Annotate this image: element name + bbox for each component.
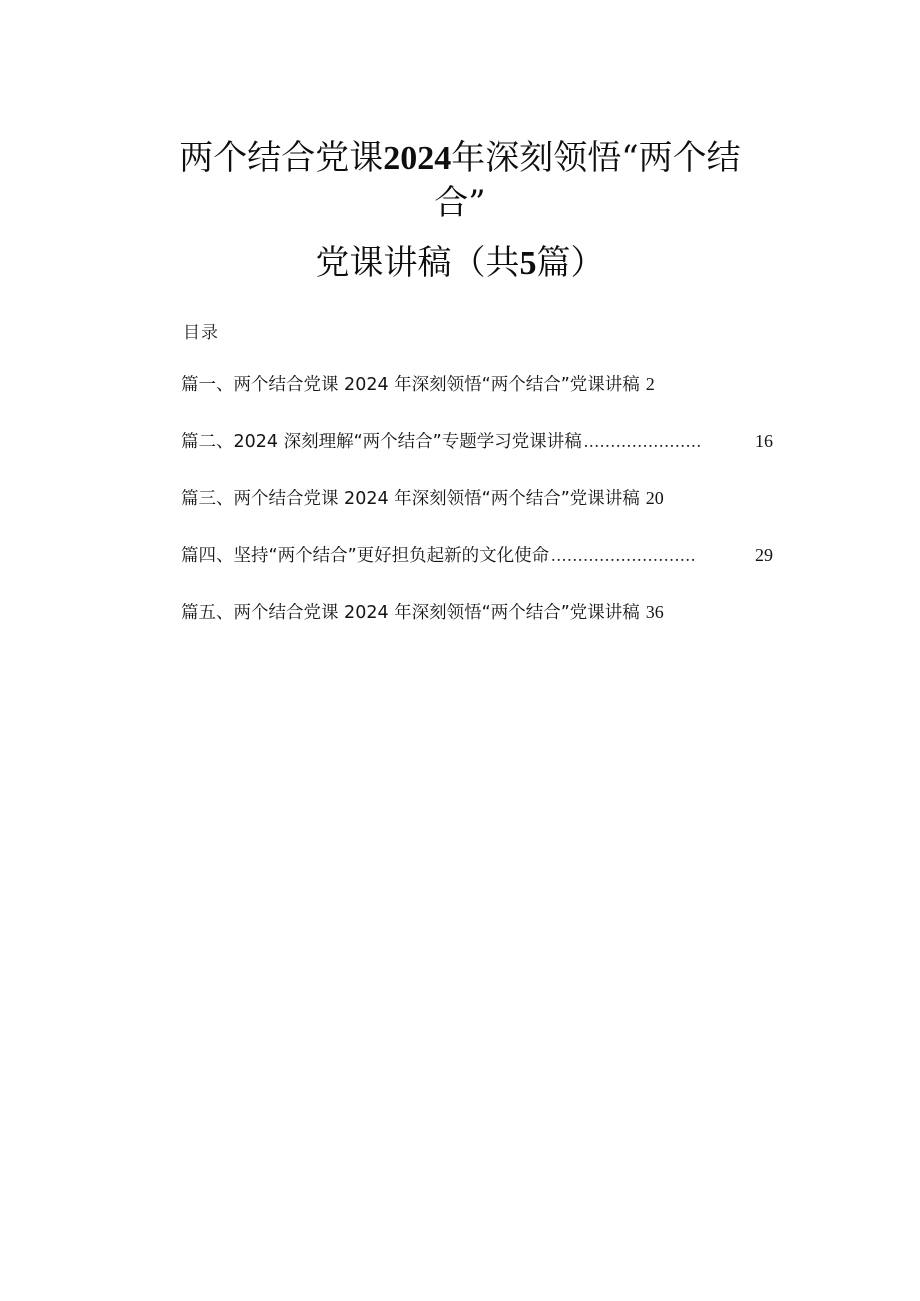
- title-line-1-part-a: 两个结合党课: [179, 138, 384, 178]
- title-year: 2024: [383, 140, 452, 177]
- table-of-contents: [181, 371, 773, 656]
- toc-item-page: 36: [645, 602, 664, 622]
- toc-item-page: 16: [755, 431, 773, 451]
- toc-item-label: 篇四、坚持“两个结合”更好担负起新的文化使命: [181, 546, 550, 566]
- title-line-1: [0, 136, 920, 181]
- toc-item-page: 29: [755, 545, 773, 565]
- toc-item-4[interactable]: [181, 542, 773, 570]
- toc-item-label: 篇二、2024 深刻理解“两个结合”专题学习党课讲稿: [181, 432, 582, 452]
- toc-item-label: 篇三、两个结合党课 2024 年深刻领悟“两个结合”党课讲稿: [181, 489, 640, 509]
- title-count: 5: [519, 245, 537, 282]
- title-line-3: [0, 241, 920, 286]
- document-title: [0, 136, 920, 286]
- toc-item-label: 篇五、两个结合党课 2024 年深刻领悟“两个结合”党课讲稿: [181, 603, 640, 623]
- toc-item-3[interactable]: [181, 485, 773, 513]
- toc-item-1[interactable]: [181, 371, 773, 399]
- title-line-1-part-b: 年深刻领悟“两个结: [451, 138, 741, 178]
- toc-item-2[interactable]: [181, 428, 773, 456]
- toc-item-page: 20: [645, 488, 664, 508]
- title-line-3-part-b: 篇）: [536, 243, 605, 283]
- toc-item-leader: ......................: [583, 431, 702, 451]
- title-line-3-part-a: 党课讲稿（共: [315, 243, 520, 283]
- toc-item-page: 2: [645, 374, 655, 394]
- toc-item-5[interactable]: [181, 599, 773, 627]
- toc-item-label: 篇一、两个结合党课 2024 年深刻领悟“两个结合”党课讲稿: [181, 375, 640, 395]
- toc-item-leader: ...........................: [551, 545, 697, 565]
- title-line-2: 合”: [434, 183, 486, 223]
- toc-heading: 目录: [183, 323, 219, 343]
